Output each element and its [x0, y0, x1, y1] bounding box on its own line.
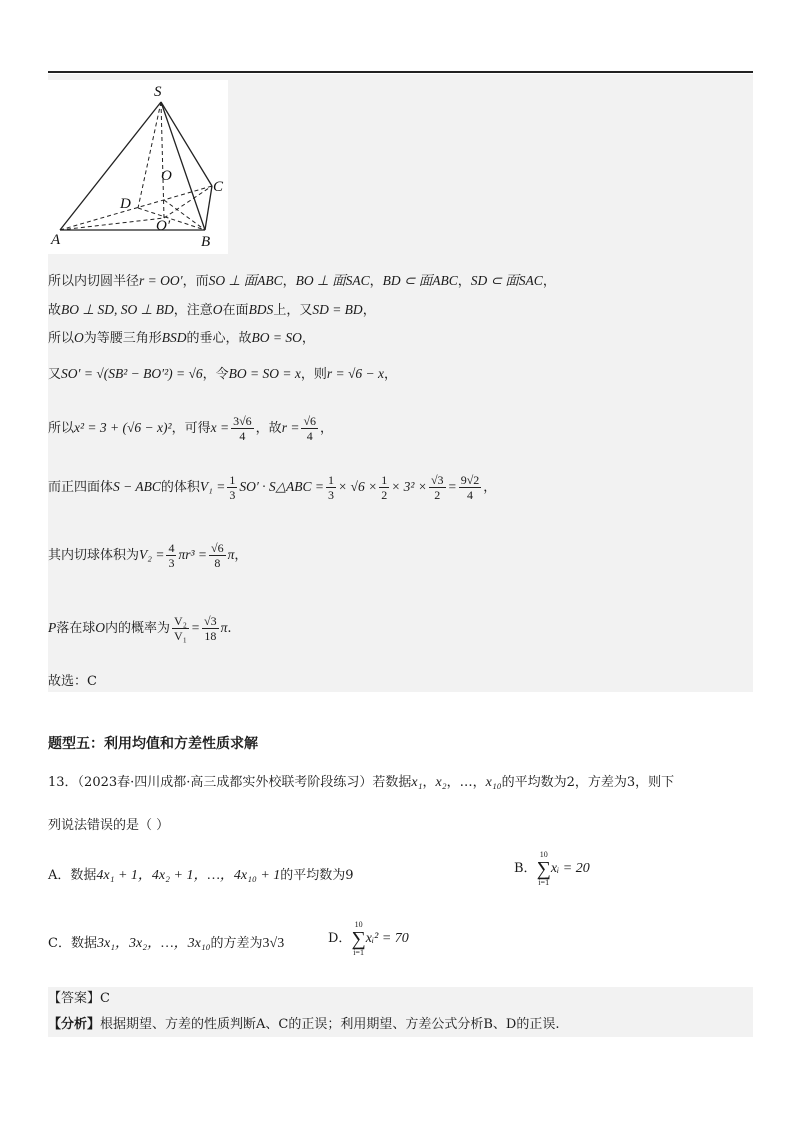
label-O: O: [161, 168, 172, 184]
label-A: A: [51, 232, 61, 248]
header-rule: [48, 71, 753, 73]
solution-line-1: 所以内切圆半径r = OO′，而SO ⊥ 面ABC，BO ⊥ 面SAC，BD ⊂ 面ABC，SD ⊂ 面SAC，: [48, 273, 556, 289]
question-stem-line-2: 列说法错误的是（ ）: [48, 818, 170, 833]
option-B[interactable]: B． 10 ∑ i=1 xᵢ = 20: [514, 850, 590, 887]
solution-line-6: 而正四面体S − ABC的体积V₁ = $\frac{1}{3}$ SO′ · S△ABC = $\frac{1}{3}$ × √6 × $\frac{1}{2}$ × 3² × $\frac{√3}{2}$ = $\frac{9√2}{4}$ ，: [48, 473, 497, 502]
solution-line-8: P落在球O内的概率为 $\frac{\text{V₂}}{\text{V₁}}$ = $\frac{√3}{18}$ π.: [48, 614, 232, 643]
label-O-prime: O′: [156, 218, 171, 234]
solution-line-7: 其内切球体积为V₂ = $\frac{4}{3}$ πr³ = $\frac{√6}{8}$ π，: [48, 541, 248, 570]
label-C: C: [213, 179, 224, 195]
solution-line-2: 故BO ⊥ SD, SO ⊥ BD，注意O在面BDS上，又SD = BD，: [48, 302, 376, 318]
fraction: $\frac{1}{2}$: [381, 473, 388, 502]
fraction: $\frac{√6}{4}$: [303, 414, 317, 443]
fraction: $\frac{9√2}{4}$: [460, 473, 480, 502]
fraction: $\frac{1}{3}$: [229, 473, 236, 502]
solution-line-5: 所以x² = 3 + (√6 − x)²，可得x = $\frac{3√6}{4}$ ，故r = $\frac{√6}{4}$ ，: [48, 414, 334, 443]
answer-line: 【答案】C: [48, 991, 110, 1006]
fraction: $\frac{4}{3}$: [168, 541, 175, 570]
segment-AO-prime: [60, 218, 164, 230]
label-B: B: [201, 234, 211, 250]
edge-AC: [60, 186, 212, 230]
fraction: $\frac{√6}{8}$: [211, 541, 224, 570]
label-D: D: [120, 196, 131, 212]
fraction: $\frac{√3}{2}$: [430, 473, 444, 502]
fraction: $\frac{1}{3}$: [328, 473, 335, 502]
section-heading: 题型五：利用均值和方差性质求解: [48, 736, 258, 752]
tetrahedron-figure: [48, 80, 228, 254]
analysis-line: 【分析】根据期望、方差的性质判断A、C的正误；利用期望、方差公式分析B、D的正误.: [48, 1017, 560, 1032]
solution-line-4: 又SO′ = √(SB² − BO′²) = √6，令BO = SO = x，则r = √6 − x，: [48, 366, 398, 382]
edge-SD: [138, 102, 161, 208]
summation-symbol: 10 ∑ i=1: [351, 920, 366, 957]
solution-choice: 故选：C: [48, 674, 97, 689]
edge-SB: [161, 102, 205, 230]
edge-BC: [205, 186, 212, 230]
segment-O-prime-C: [164, 186, 212, 218]
summation-symbol: 10 ∑ i=1: [536, 850, 551, 887]
question-stem-line-1: 13．（2023春·四川成都·高三成都实外校联考阶段练习）若数据x₁，x₂，…，x₁₀的平均数为2，方差为3，则下: [48, 775, 675, 790]
segment-DB: [138, 208, 205, 230]
fraction: $\frac{√3}{18}$: [204, 614, 217, 643]
label-S: S: [154, 84, 162, 100]
analysis-tag: 【分析】: [48, 1017, 101, 1032]
fraction: $\frac{\text{V₂}}{\text{V₁}}$: [174, 614, 187, 643]
solution-line-3: 所以O为等腰三角形BSD的垂心，故BO = SO，: [48, 330, 315, 346]
option-A[interactable]: A．数据4x₁ + 1，4x₂ + 1，…，4x₁₀ + 1的平均数为9: [48, 868, 354, 883]
question-number: 13．: [48, 775, 78, 790]
option-C[interactable]: C．数据3x₁，3x₂，…，3x₁₀的方差为3√3: [48, 936, 285, 951]
option-D[interactable]: D． 10 ∑ i=1 xᵢ² = 70: [328, 920, 409, 957]
fraction: $\frac{3√6}{4}$: [233, 414, 252, 443]
